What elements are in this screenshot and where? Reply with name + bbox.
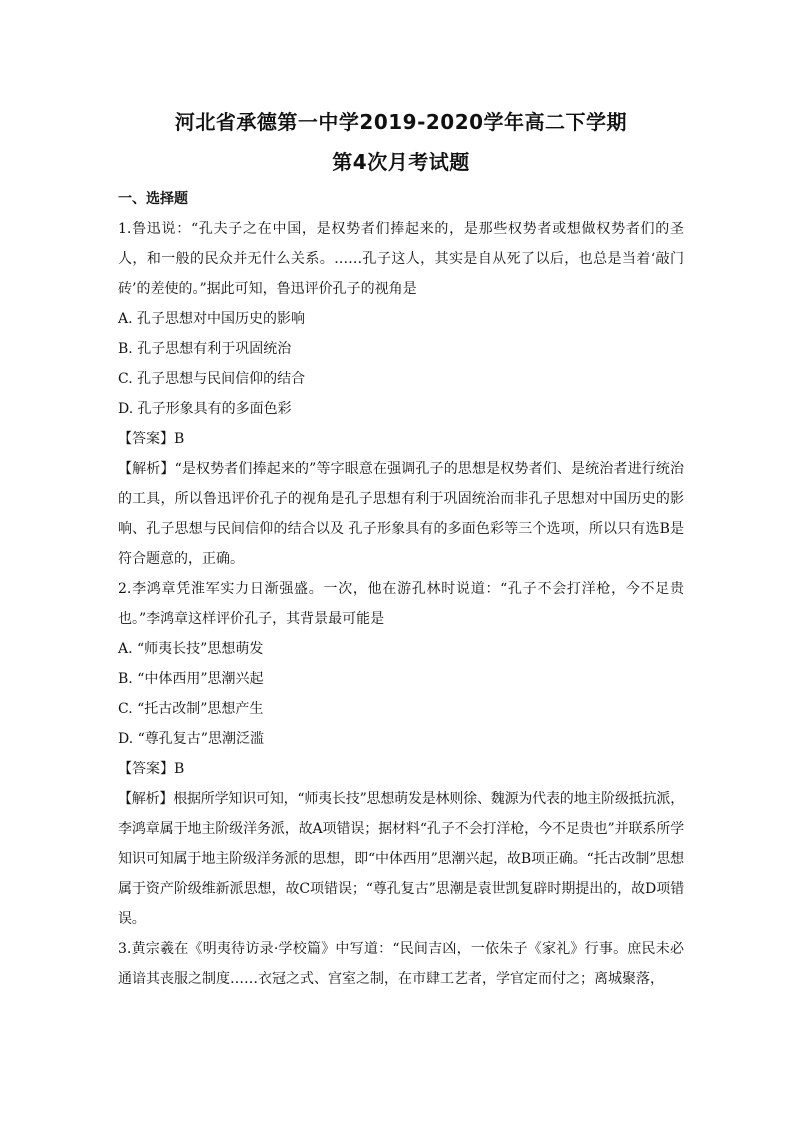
- option-a: A. “师夷长技”思想萌发: [118, 641, 264, 657]
- analysis: 【解析】“是权势者们捧起来的”等字眼意在强调孔子的思想是权势者们、是统治者进行统治的工具，所以鲁迅评价孔子的视角是孔子思想有利于巩固统治而非孔子思想对中国历史的影响、孔子思想与民间信仰的结合以及 孔子形象具有的多面色彩等三个选项，所以只有选B是符合题意的，正确。: [118, 461, 684, 567]
- document-title-line1: 河北省承德第一中学2019-2020学年高二下学期: [174, 110, 628, 134]
- question-2: [118, 574, 684, 934]
- option-d: D. 孔子形象具有的多面色彩: [118, 401, 292, 417]
- answer: 【答案】B: [118, 761, 185, 777]
- question-stem: 1.鲁迅说：“孔夫子之在中国，是权势者们捧起来的，是那些权势者或想做权势者们的圣人，和一般的民众并无什么关系。……孔子这人，其实是自从死了以后，也总是当着‘敲门砖’的差使的。”据此可知，鲁迅评价孔子的视角是: [118, 221, 684, 297]
- option-a: A. 孔子思想对中国历史的影响: [118, 311, 306, 327]
- document-title-line2: 第4次月考试题: [332, 150, 470, 174]
- question-stem: 2.李鸿章凭淮军实力日渐强盛。一次，他在游孔林时说道：“孔子不会打洋枪，今不足贵也。”李鸿章这样评价孔子，其背景最可能是: [118, 581, 684, 627]
- section-heading: 一、选择题: [118, 191, 188, 207]
- option-b: B. 孔子思想有利于巩固统治: [118, 341, 292, 357]
- option-d: D. “尊孔复古”思潮泛滥: [118, 731, 264, 747]
- answer: 【答案】B: [118, 431, 185, 447]
- option-c: C. “托古改制”思想产生: [118, 701, 264, 717]
- question-3: [118, 934, 684, 994]
- question-1: [118, 214, 684, 574]
- option-c: C. 孔子思想与民间信仰的结合: [118, 371, 306, 387]
- analysis: 【解析】根据所学知识可知，“师夷长技”思想萌发是林则徐、魏源为代表的地主阶级抵抗派，李鸿章属于地主阶级洋务派，故A项错误；据材料“孔子不会打洋枪，今不足贵也”并联系所学知识可知属于地主阶级洋务派的思想，即“中体西用”思潮兴起，故B项正确。“托古改制”思想属于资产阶级维新派思想，故C项错误；“尊孔复古”思潮是袁世凯复辟时期提出的，故D项错误。: [118, 791, 684, 927]
- option-b: B. “中体西用”思潮兴起: [118, 671, 264, 687]
- question-stem: 3.黄宗羲在《明夷待访录·学校篇》中写道：“民间吉凶，一依朱子《家礼》行事。庶民未必通谙其丧服之制度……衣冠之式、宫室之制，在市肆工艺者，学官定而付之；离城聚落，: [118, 941, 684, 987]
